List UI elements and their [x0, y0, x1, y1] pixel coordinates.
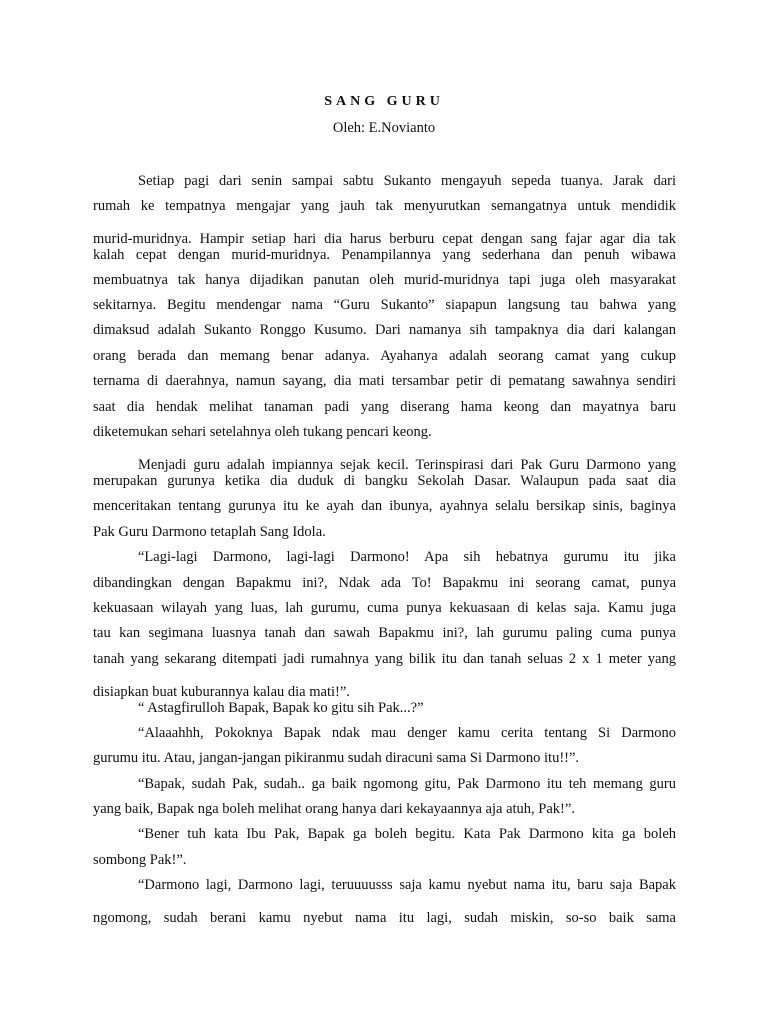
text-line: Pak Guru Darmono tetaplah Sang Idola.: [93, 524, 326, 540]
text-line: ternama di daerahnya, namun sayang, dia mati tersambar petir di pematang sawahnya sendiri: [93, 373, 676, 389]
text-line: “Darmono lagi, Darmono lagi, teruuuusss saja kamu nyebut nama itu, baru saja Bapak: [138, 877, 676, 893]
text-line: “ Astagfirulloh Bapak, Bapak ko gitu sih Pak...?”: [138, 700, 424, 716]
text-line: “Alaaahhh, Pokoknya Bapak ndak mau denger kamu cerita tentang Si Darmono: [138, 725, 676, 741]
text-line: rumah ke tempatnya mengajar yang jauh tak menyurutkan semangatnya untuk mendidik: [93, 198, 676, 214]
text-line: dibandingkan dengan Bapakmu ini?, Ndak ada To! Bapakmu ini seorang camat, punya: [93, 575, 676, 591]
text-line: kekuasaan wilayah yang luas, lah gurumu, cuma punya kekuasaan di kelas saja. Kamu juga: [93, 600, 676, 616]
text-line: menceritakan tentang gurunya itu ke ayah dan ibunya, ayahnya selalu bersikap sinis, baginya: [93, 498, 676, 514]
text-line: sekitarnya. Begitu mendengar nama “Guru Sukanto” siapapun langsung tau bahwa yang: [93, 297, 676, 313]
text-line: murid-muridnya. Hampir setiap hari dia harus berburu cepat dengan sang fajar agar dia tak: [93, 231, 676, 247]
text-line: Setiap pagi dari senin sampai sabtu Sukanto mengayuh sepeda tuanya. Jarak dari: [138, 173, 676, 189]
text-line: dimaksud adalah Sukanto Ronggo Kusumo. Dari namanya sih tampaknya dia dari kalangan: [93, 322, 676, 338]
text-line: diketemukan sehari setelahnya oleh tukang pencari keong.: [93, 424, 432, 440]
text-line: Menjadi guru adalah impiannya sejak kecil. Terinspirasi dari Pak Guru Darmono yang: [138, 457, 676, 473]
text-line: tanah yang sekarang ditempati jadi rumahnya yang bilik itu dan tanah seluas 2 x 1 meter yang: [93, 651, 676, 667]
text-line: “Lagi-lagi Darmono, lagi-lagi Darmono! Apa sih hebatnya gurumu itu jika: [138, 549, 676, 565]
text-line: merupakan gurunya ketika dia duduk di bangku Sekolah Dasar. Walaupun pada saat dia: [93, 473, 676, 489]
text-line: disiapkan buat kuburannya kalau dia mati!”.: [93, 684, 350, 700]
text-line: orang berada dan memang benar adanya. Ayahanya adalah seorang camat yang cukup: [93, 348, 676, 364]
text-line: “Bapak, sudah Pak, sudah.. ga baik ngomong gitu, Pak Darmono itu teh memang guru: [138, 776, 676, 792]
author-byline: Oleh: E.Novianto: [332, 120, 436, 136]
document-title: SANG GURU: [324, 94, 444, 109]
text-line: “Bener tuh kata Ibu Pak, Bapak ga boleh begitu. Kata Pak Darmono kita ga boleh: [138, 826, 676, 842]
text-line: membuatnya tak hanya dijadikan panutan oleh murid-muridnya tapi juga oleh masyarakat: [93, 272, 676, 288]
text-line: tau kan segimana luasnya tanah dan sawah Bapakmu ini?, lah gurumu paling cuma punya: [93, 625, 676, 641]
text-line: gurumu itu. Atau, jangan-jangan pikiranmu sudah diracuni sama Si Darmono itu!!”.: [93, 750, 580, 766]
text-line: ngomong, sudah berani kamu nyebut nama itu lagi, sudah miskin, so-so baik sama: [93, 910, 676, 926]
text-line: saat dia hendak melihat tanaman padi yang diserang hama keong dan mayatnya baru: [93, 399, 676, 415]
text-line: sombong Pak!”.: [93, 852, 187, 868]
text-line: yang baik, Bapak nga boleh melihat orang hanya dari kekayaannya aja atuh, Pak!”.: [93, 801, 575, 817]
text-line: kalah cepat dengan murid-muridnya. Penampilannya yang sederhana dan penuh wibawa: [93, 247, 676, 263]
